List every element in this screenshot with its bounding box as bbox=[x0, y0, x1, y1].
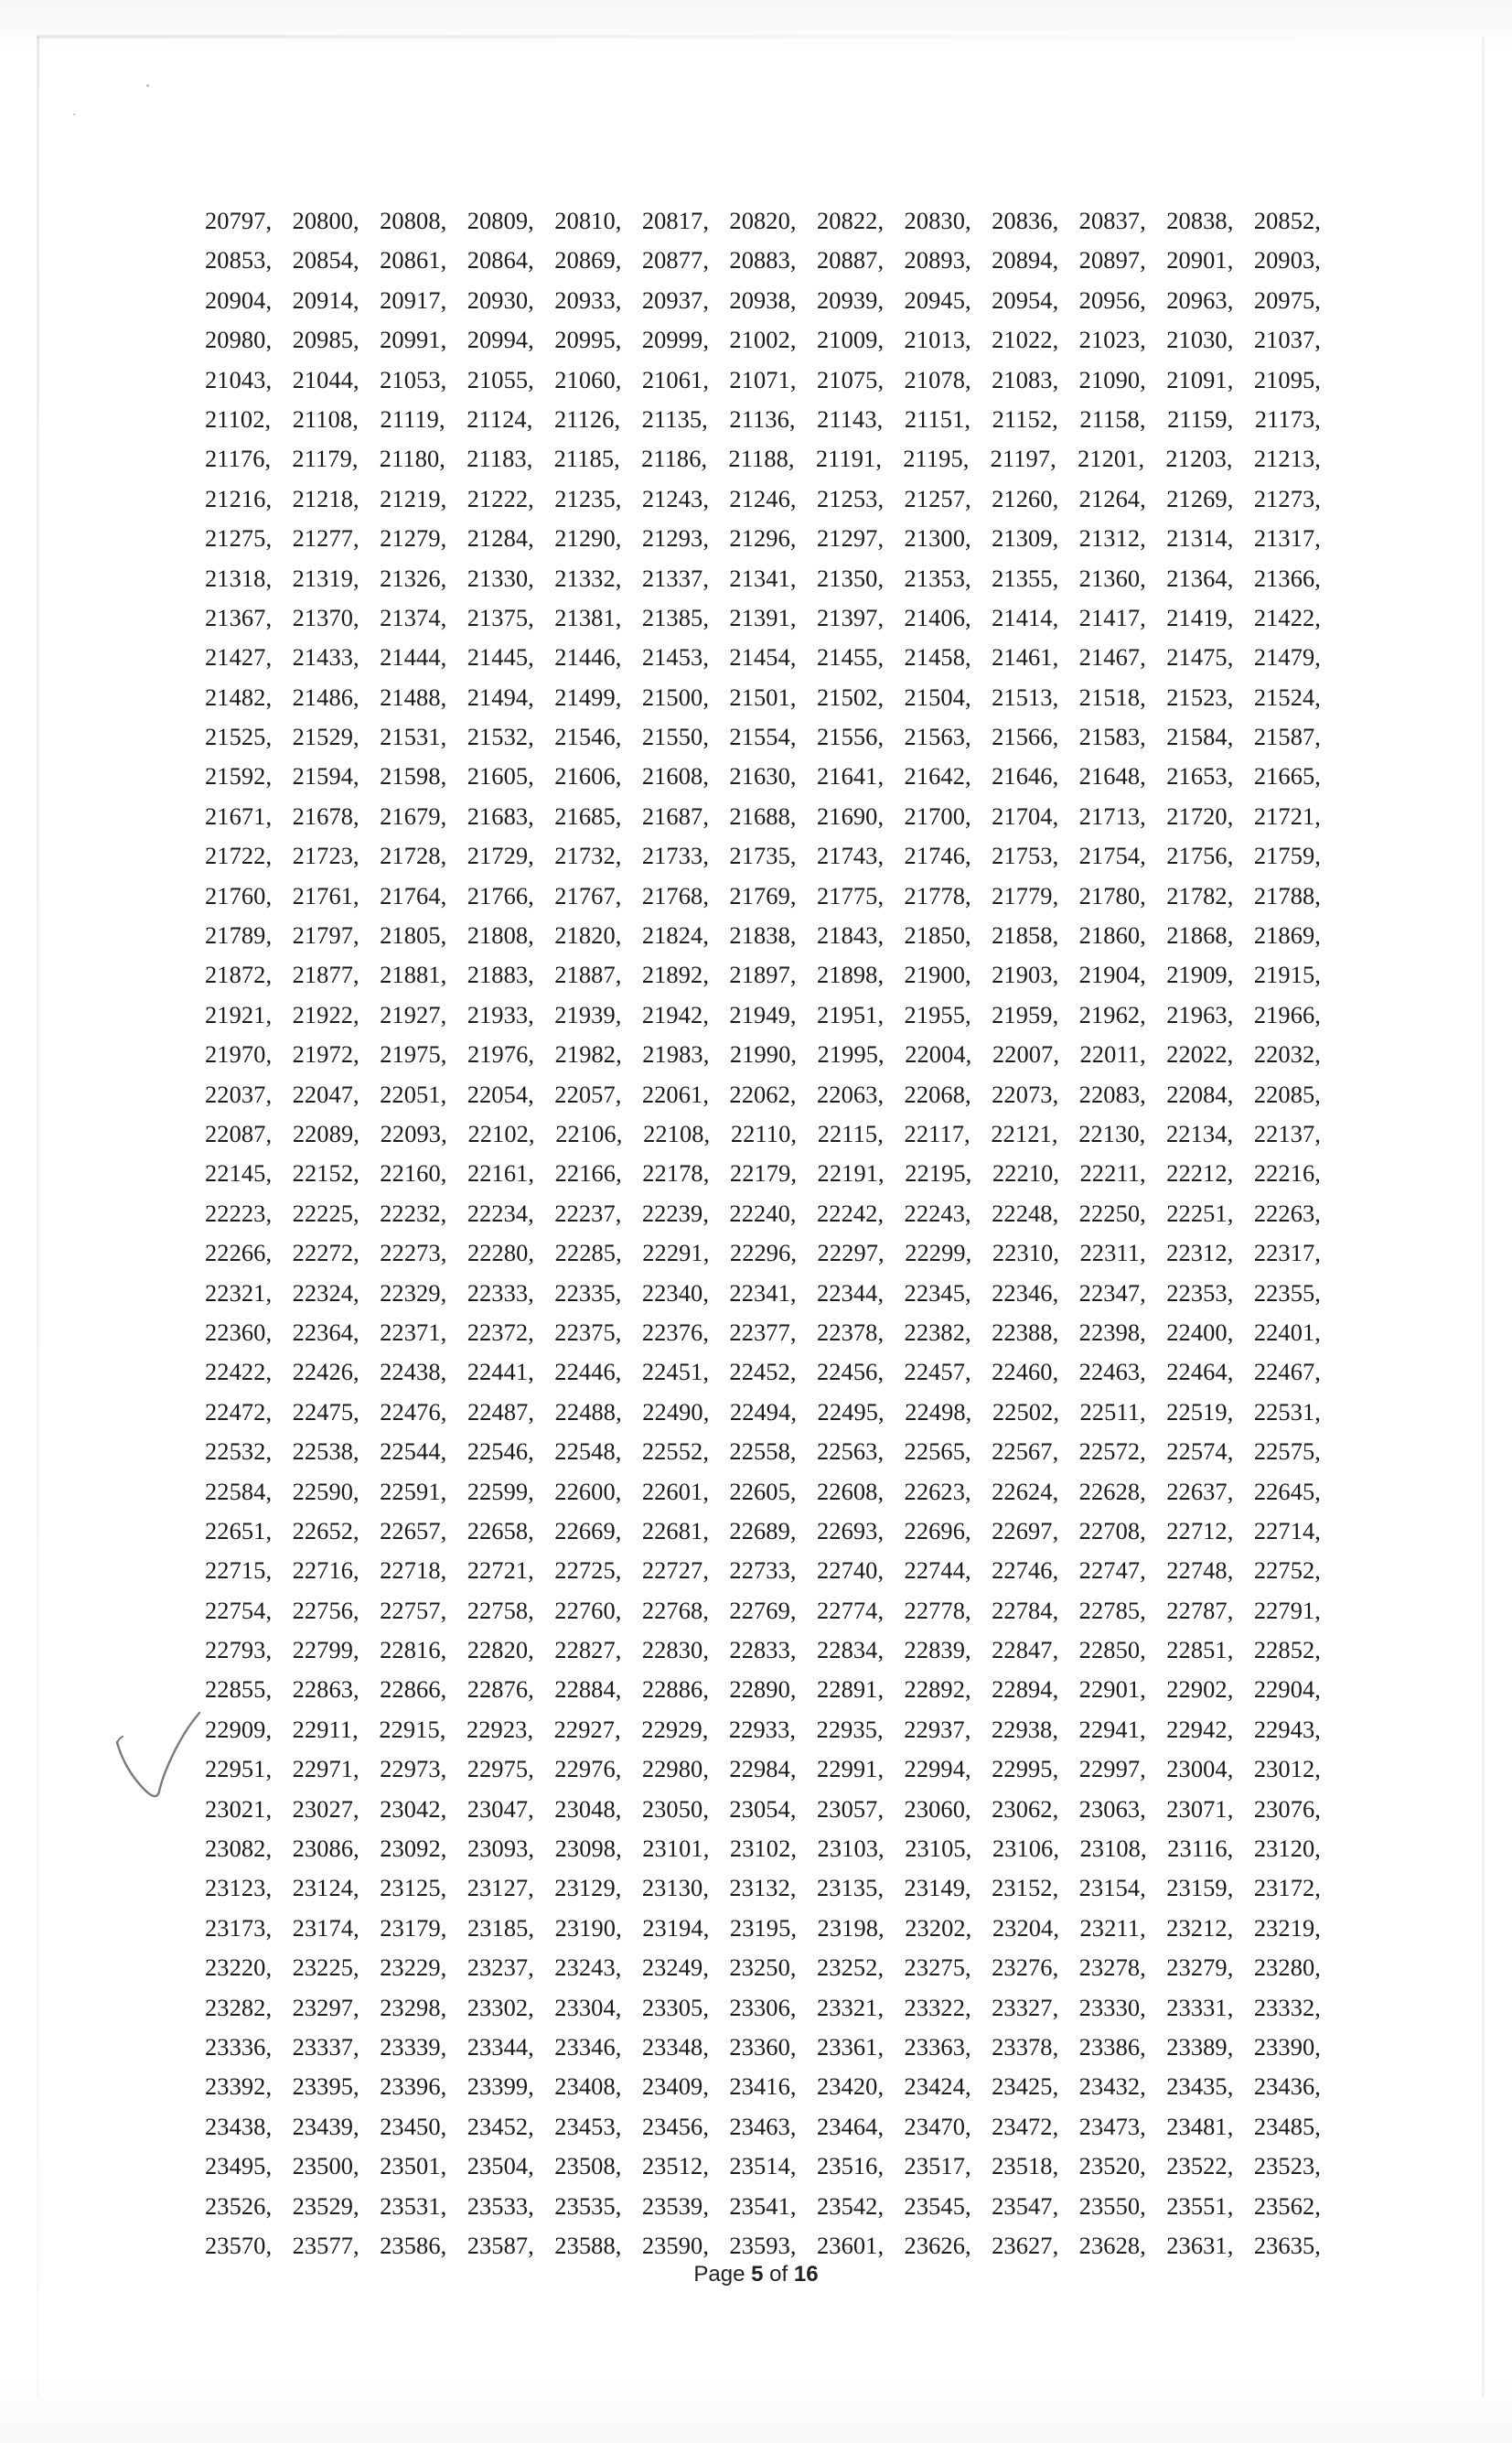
scan-edge-top bbox=[37, 35, 1477, 38]
number-line: 22321, 22324, 22329, 22333, 22335, 22340, 22341, 22344, 22345, 22346, 22347, 22353, 22355, bbox=[205, 1278, 1321, 1307]
number-line: 22532, 22538, 22544, 22546, 22548, 22552, 22558, 22563, 22565, 22567, 22572, 22574, 22575, bbox=[205, 1437, 1321, 1466]
number-line: 21789, 21797, 21805, 21808, 21820, 21824, 21838, 21843, 21850, 21858, 21860, 21868, 21869, bbox=[205, 921, 1321, 950]
number-line: 22223, 22225, 22232, 22234, 22237, 22239, 22240, 22242, 22243, 22248, 22250, 22251, 22263, bbox=[205, 1199, 1321, 1227]
number-line: 22754, 22756, 22757, 22758, 22760, 22768, 22769, 22774, 22778, 22784, 22785, 22787, 22791, bbox=[205, 1596, 1321, 1624]
number-line: 21525, 21529, 21531, 21532, 21546, 21550, 21554, 21556, 21563, 21566, 21583, 21584, 21587, bbox=[205, 723, 1321, 751]
number-line: 23570, 23577, 23586, 23587, 23588, 23590, 23593, 23601, 23626, 23627, 23628, 23631, 23635, bbox=[205, 2231, 1321, 2259]
number-line: 22422, 22426, 22438, 22441, 22446, 22451, 22452, 22456, 22457, 22460, 22463, 22464, 22467, bbox=[205, 1358, 1321, 1386]
number-line: 21872, 21877, 21881, 21883, 21887, 21892, 21897, 21898, 21900, 21903, 21904, 21909, 21915, bbox=[205, 961, 1321, 989]
number-line: 22715, 22716, 22718, 22721, 22725, 22727, 22733, 22740, 22744, 22746, 22747, 22748, 22752, bbox=[205, 1556, 1321, 1585]
number-line: 21921, 21922, 21927, 21933, 21939, 21942, 21949, 21951, 21955, 21959, 21962, 21963, 21966, bbox=[205, 1000, 1321, 1028]
number-line: 21722, 21723, 21728, 21729, 21732, 21733, 21735, 21743, 21746, 21753, 21754, 21756, 21759, bbox=[205, 842, 1321, 870]
number-line: 23021, 23027, 23042, 23047, 23048, 23050, 23054, 23057, 23060, 23062, 23063, 23071, 23076, bbox=[205, 1794, 1321, 1823]
number-line: 20904, 20914, 20917, 20930, 20933, 20937, 20938, 20939, 20945, 20954, 20956, 20963, 20975, bbox=[205, 285, 1321, 314]
footer-total-pages: 16 bbox=[793, 2262, 819, 2287]
number-line: 20853, 20854, 20861, 20864, 20869, 20877, 20883, 20887, 20893, 20894, 20897, 20901, 20903, bbox=[205, 246, 1321, 274]
number-line: 21482, 21486, 21488, 21494, 21499, 21500, 21501, 21502, 21504, 21513, 21518, 21523, 21524, bbox=[205, 683, 1321, 711]
number-line: 21970, 21972, 21975, 21976, 21982, 21983, 21990, 21995, 22004, 22007, 22011, 22022, 22032, bbox=[205, 1040, 1321, 1069]
number-line: 22951, 22971, 22973, 22975, 22976, 22980, 22984, 22991, 22994, 22995, 22997, 23004, 23012, bbox=[205, 1755, 1321, 1783]
number-line: 20797, 20800, 20808, 20809, 20810, 20817, 20820, 20822, 20830, 20836, 20837, 20838, 20852, bbox=[205, 207, 1321, 234]
number-line: 23392, 23395, 23396, 23399, 23408, 23409, 23416, 23420, 23424, 23425, 23432, 23435, 23436, bbox=[205, 2072, 1321, 2101]
scan-edge-left bbox=[37, 37, 39, 2397]
number-line: 21367, 21370, 21374, 21375, 21381, 21385, 21391, 21397, 21406, 21414, 21417, 21419, 21422, bbox=[205, 603, 1321, 631]
number-line: 20980, 20985, 20991, 20994, 20995, 20999, 21002, 21009, 21013, 21022, 21023, 21030, 21037, bbox=[205, 326, 1321, 354]
scan-speck bbox=[146, 84, 149, 87]
number-line: 22145, 22152, 22160, 22161, 22166, 22178, 22179, 22191, 22195, 22210, 22211, 22212, 22216, bbox=[205, 1159, 1321, 1188]
number-line: 22037, 22047, 22051, 22054, 22057, 22061, 22062, 22063, 22068, 22073, 22083, 22084, 22085, bbox=[205, 1080, 1321, 1108]
number-line: 21318, 21319, 21326, 21330, 21332, 21337, 21341, 21350, 21353, 21355, 21360, 21364, 21366, bbox=[205, 564, 1321, 592]
number-line: 23495, 23500, 23501, 23504, 23508, 23512, 23514, 23516, 23517, 23518, 23520, 23522, 23523, bbox=[205, 2152, 1321, 2180]
page-footer bbox=[0, 2262, 1512, 2287]
number-line: 21760, 21761, 21764, 21766, 21767, 21768, 21769, 21775, 21778, 21779, 21780, 21782, 21788, bbox=[205, 881, 1321, 909]
footer-current-page: 5 bbox=[751, 2262, 764, 2287]
number-line: 21275, 21277, 21279, 21284, 21290, 21293, 21296, 21297, 21300, 21309, 21312, 21314, 21317, bbox=[205, 524, 1321, 553]
number-line: 23173, 23174, 23179, 23185, 23190, 23194, 23195, 23198, 23202, 23204, 23211, 23212, 23219, bbox=[205, 1913, 1321, 1942]
number-line: 23123, 23124, 23125, 23127, 23129, 23130, 23132, 23135, 23149, 23152, 23154, 23159, 23172, bbox=[205, 1874, 1321, 1902]
number-line: 21671, 21678, 21679, 21683, 21685, 21687, 21688, 21690, 21700, 21704, 21713, 21720, 21721, bbox=[205, 802, 1321, 830]
number-line: 23336, 23337, 23339, 23344, 23346, 23348, 23360, 23361, 23363, 23378, 23386, 23389, 23390, bbox=[205, 2032, 1321, 2061]
number-line: 23526, 23529, 23531, 23533, 23535, 23539, 23541, 23542, 23545, 23547, 23550, 23551, 23562, bbox=[205, 2191, 1321, 2220]
number-line: 22855, 22863, 22866, 22876, 22884, 22886, 22890, 22891, 22892, 22894, 22901, 22902, 22904, bbox=[205, 1675, 1321, 1704]
number-line: 22360, 22364, 22371, 22372, 22375, 22376, 22377, 22378, 22382, 22388, 22398, 22400, 22401, bbox=[205, 1318, 1321, 1346]
number-line: 23438, 23439, 23450, 23452, 23453, 23456, 23463, 23464, 23470, 23472, 23473, 23481, 23485, bbox=[205, 2112, 1321, 2140]
handwritten-check-mark bbox=[110, 1702, 210, 1812]
number-line: 21176, 21179, 21180, 21183, 21185, 21186, 21188, 21191, 21195, 21197, 21201, 21203, 21213, bbox=[205, 445, 1321, 473]
number-line: 23282, 23297, 23298, 23302, 23304, 23305, 23306, 23321, 23322, 23327, 23330, 23331, 23332, bbox=[205, 1993, 1321, 2021]
number-list bbox=[205, 201, 1321, 2265]
scan-speck bbox=[73, 113, 75, 115]
number-line: 21216, 21218, 21219, 21222, 21235, 21243, 21246, 21253, 21257, 21260, 21264, 21269, 21273, bbox=[205, 484, 1321, 512]
number-line: 23082, 23086, 23092, 23093, 23098, 23101, 23102, 23103, 23105, 23106, 23108, 23116, 23120, bbox=[205, 1835, 1321, 1863]
footer-middle: of bbox=[763, 2262, 794, 2287]
number-line: 21592, 21594, 21598, 21605, 21606, 21608, 21630, 21641, 21642, 21646, 21648, 21653, 21665, bbox=[205, 762, 1321, 791]
number-line: 23220, 23225, 23229, 23237, 23243, 23249, 23250, 23252, 23275, 23276, 23278, 23279, 23280, bbox=[205, 1953, 1321, 1982]
number-line: 22472, 22475, 22476, 22487, 22488, 22490, 22494, 22495, 22498, 22502, 22511, 22519, 22531, bbox=[205, 1397, 1321, 1426]
number-line: 21043, 21044, 21053, 21055, 21060, 21061, 21071, 21075, 21078, 21083, 21090, 21091, 21095, bbox=[205, 365, 1321, 393]
scan-edge-right bbox=[1482, 37, 1485, 2397]
number-line: 22909, 22911, 22915, 22923, 22927, 22929, 22933, 22935, 22937, 22938, 22941, 22942, 22943, bbox=[205, 1715, 1321, 1743]
number-line: 21102, 21108, 21119, 21124, 21126, 21135, 21136, 21143, 21151, 21152, 21158, 21159, 21173, bbox=[205, 404, 1321, 433]
number-line: 21427, 21433, 21444, 21445, 21446, 21453, 21454, 21455, 21458, 21461, 21467, 21475, 21479, bbox=[205, 643, 1321, 672]
number-line: 22651, 22652, 22657, 22658, 22669, 22681, 22689, 22693, 22696, 22697, 22708, 22712, 22714, bbox=[205, 1516, 1321, 1544]
number-line: 22087, 22089, 22093, 22102, 22106, 22108, 22110, 22115, 22117, 22121, 22130, 22134, 22137, bbox=[205, 1119, 1321, 1147]
number-line: 22793, 22799, 22816, 22820, 22827, 22830, 22833, 22834, 22839, 22847, 22850, 22851, 22852, bbox=[205, 1636, 1321, 1664]
number-line: 22266, 22272, 22273, 22280, 22285, 22291, 22296, 22297, 22299, 22310, 22311, 22312, 22317, bbox=[205, 1239, 1321, 1267]
footer-prefix: Page bbox=[693, 2262, 752, 2287]
number-line: 22584, 22590, 22591, 22599, 22600, 22601, 22605, 22608, 22623, 22624, 22628, 22637, 22645, bbox=[205, 1477, 1321, 1505]
